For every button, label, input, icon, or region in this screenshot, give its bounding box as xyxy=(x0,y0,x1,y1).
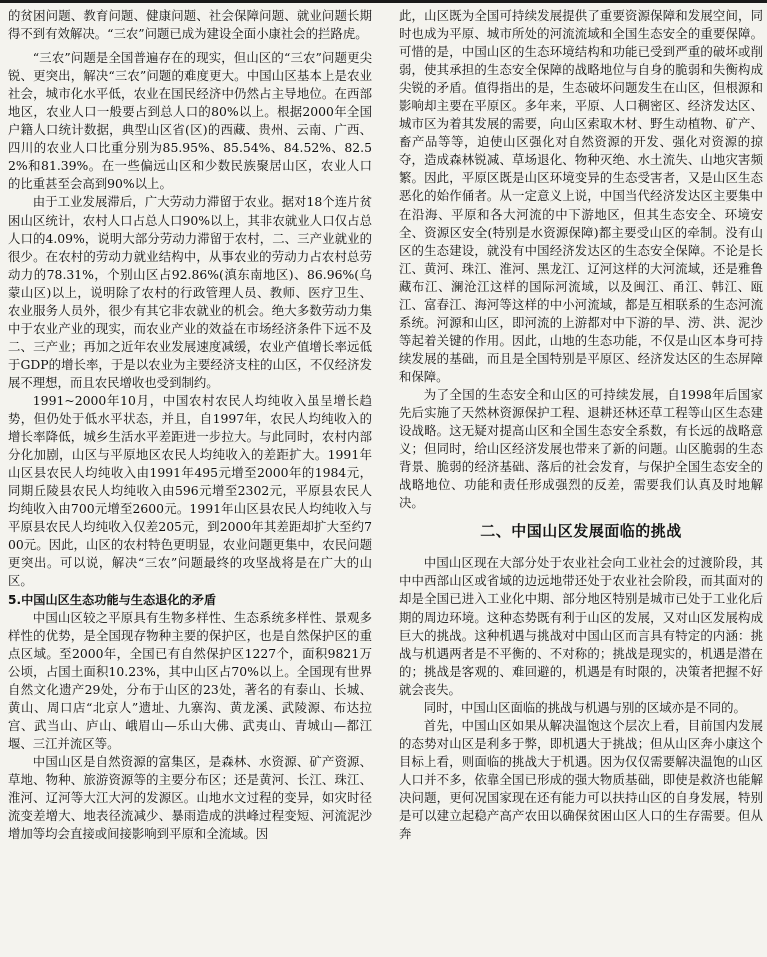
paragraph-first-point: 首先，中国山区如果从解决温饱这个层次上看，目前国内发展的态势对山区是利多于弊，即机遇大于挑战；但从山区奔小康这个目标上看，则面临的挑战大于机遇。因为仅仅需要解决温饱的山区人口并不多，依靠全国已形成的强大物质基础，即使是救济也能解决问题，更何况国家现在还有能力可以扶持山区的自身发展，特别是可以建立起稳产高产农田以确保贫困山区人口的生存需要。但从奔 xyxy=(399,717,763,842)
left-column xyxy=(8,7,372,843)
continuation-paragraph: 的贫困问题、教育问题、健康问题、社会保障问题、就业问题长期得不到有效解决。“三农”问题已成为建设全面小康社会的拦路虎。 xyxy=(8,8,372,42)
paragraph-natural-resources: 中国山区是自然资源的富集区，是森林、水资源、矿产资源、草地、物种、旅游资源等的主要分布区；还是黄河、长江、珠江、淮河、辽河等大江大河的发源区。山地水文过程的变异，如灾时径流变差增大、地表径流减少、暴雨造成的洪峰过程变短、河流泥沙增加等均会直接或间接影响到平原和全流域。因 xyxy=(8,753,372,842)
right-column xyxy=(399,7,763,843)
subheading-ecological-function: 5.中国山区生态功能与生态退化的矛盾 xyxy=(8,592,217,607)
paragraph-labor-force: 由于工业发展滞后，广大劳动力滞留于农业。据对18个连片贫困山区统计，农村人口占总人口90%以上，其非农就业人口仅占总人口的4.09%，说明大部分劳动力滞留于农村，二、三产业就业的很少。在农村的劳动力就业结构中，从事农业的劳动力占农村总劳动力的78.31%，个别山区占92.86%(滇东南地区)、86.96%(乌蒙山区)以上，说明除了农村的行政管理人员、教师、医疗卫生、农业服务人员外，很少有其它非农就业的机会。绝大多数劳动力集中于农业产业的现实，而农业产业的效益在市场经济条件下远不及二、三产业；再加之近年农业发展速度减缓，农业产值增长率远低于GDP的增长率，于是以农业为主要经济支柱的山区，不仅经济发展不理想，而且农民增收也受到制约。 xyxy=(8,194,372,390)
continuation-paragraph: 此，山区既为全国可持续发展提供了重要资源保障和发展空间，同时也成为平原、城市所处的河流流域和全国生态安全的重要保障。可惜的是，中国山区的生态环境结构和功能已受到严重的破坏或削弱，使其承担的生态安全保障的战略地位与自身的脆弱和失衡构成尖锐的矛盾。值得指出的是，生态破坏问题发生在山区，但根源和影响却主要在平原区。多年来，平原、人口稠密区、经济发达区、城市区为着其发展的需要，向山区索取木材、野生动植物、矿产、畜产品等等，迫使山区强化对自然资源的开发、强化对资源的掠夺，造成森林锐减、草场退化、物种灭绝、水土流失、山地灾害频繁。因此，平原区既是山区环境变异的生态受害者，又是山区生态恶化的始作俑者。从一定意义上说，中国当代经济发达区主要集中在沿海、平原和各大河流的中下游地区，但其生态安全、环境安全、资源区安全(特别是水资源保障)都主要受山区的牵制。没有山区的生态建设，就没有中国经济发达区的生态安全保障。不论是长江、黄河、珠江、淮河、黑龙江、辽河这样的大河流域，还是雅鲁藏布江、澜沧江这样的国际河流域，以及闽江、甬江、韩江、瓯江、富春江、海河等这样的中小河流域，都是互相联系的生态河流系统。河源和山区，即河流的上游都对中下游的旱、涝、洪、泥沙等起着关键的作用。因此，山地的生态功能，不仅是山区本身可持续发展的基础，而且是全国特别是平原区、经济发达区的生态屏障和保障。 xyxy=(399,8,763,384)
paragraph-three-rural-issues: “三农”问题是全国普遍存在的现实，但山区的“三农”问题更尖锐、更突出，解决“三农”问题的难度更大。中国山区基本上是农业社会，城市化水平低，农业在国民经济中仍然占主导地位。在西部地区，农业人口一般要占到总人口的80%以上。根据2000年全国户籍人口统计数据，典型山区省(区)的西藏、贵州、云南、广西、四川的农业人口比重分别为85.95%、85.54%、84.52%、82.52%和81.39%。在一些偏远山区和少数民族聚居山区，农业人口的比重甚至会高到90%以上。 xyxy=(8,50,372,192)
paragraph-biodiversity: 中国山区较之平原具有生物多样性、生态系统多样性、景观多样性的优势，是全国现存物种主要的保护区，也是自然保护区的重点区域。至2000年，全国已有自然保护区1227个，面积9821万公顷，占国土面积10.23%，其中山区占70%以上。全国现有世界自然文化遗产29处，分布于山区的23处，著名的有泰山、长城、黄山、周口店“北京人”遗址、九寨沟、黄龙溪、武陵源、布达拉宫、武当山、庐山、峨眉山—乐山大佛、武夷山、青城山—都江堰、三江并流区等。 xyxy=(8,609,372,751)
paragraph-different-challenges: 同时，中国山区面临的挑战与机遇与别的区域亦是不同的。 xyxy=(423,699,746,715)
paragraph-ecological-policy: 为了全国的生态安全和山区的可持续发展，自1998年后国家先后实施了天然林资源保护工程、退耕还林还草工程等山区生态建设战略。这无疑对提高山区和全国生态安全系数，有长远的战略意义；但同时，给山区经济发展也带来了新的问题。山区脆弱的生态背景、脆弱的经济基础、落后的社会发育，与保护全国生态安全的战略地位、功能和责任形成强烈的反差，需要我们认真及时地解决。 xyxy=(399,386,763,511)
paragraph-farmer-income: 1991~2000年10月，中国农村农民人均纯收入虽呈增长趋势，但仍处于低水平状态，并且，自1997年，农民人均纯收入的增长率降低，城乡生活水平差距进一步拉大。与此同时，农村内部分化加剧，山区与平原地区农民人均纯收入的差距扩大。1991年山区县农民人均纯收入由1991年495元增至2000年的1984元，同期丘陵县农民人均纯收入由596元增至2302元，平原县农民人均纯收入由700元增至2600元。1991年山区县农民人均纯收入与平原县农民人均纯收入仅差205元，到2000年其差距却扩大至约700元。因此，山区的农村特色更明显，农业问题更集中，农民问题更突出。可以说，解决“三农”问题最终的攻坚战将是在广大的山区。 xyxy=(8,392,372,589)
paragraph-transition-stage: 中国山区现在大部分处于农业社会向工业社会的过渡阶段，其中中西部山区或省域的边远地带还处于农业社会阶段，而其面对的却是全国已进入工业化中期、部分地区特别是城市已处于工业化后期的周边环境。这种态势既有利于山区的发展，又对山区发展构成巨大的挑战。这种机遇与挑战对中国山区而言具有特定的内涵：挑战与机遇两者是不平衡的、不对称的；挑战是现实的，机遇是潜在的；挑战是客观的、难回避的，机遇是有时限的，决策者把握不好就会丧失。 xyxy=(399,555,763,697)
section-heading: 二、中国山区发展面临的挑战 xyxy=(480,522,682,541)
